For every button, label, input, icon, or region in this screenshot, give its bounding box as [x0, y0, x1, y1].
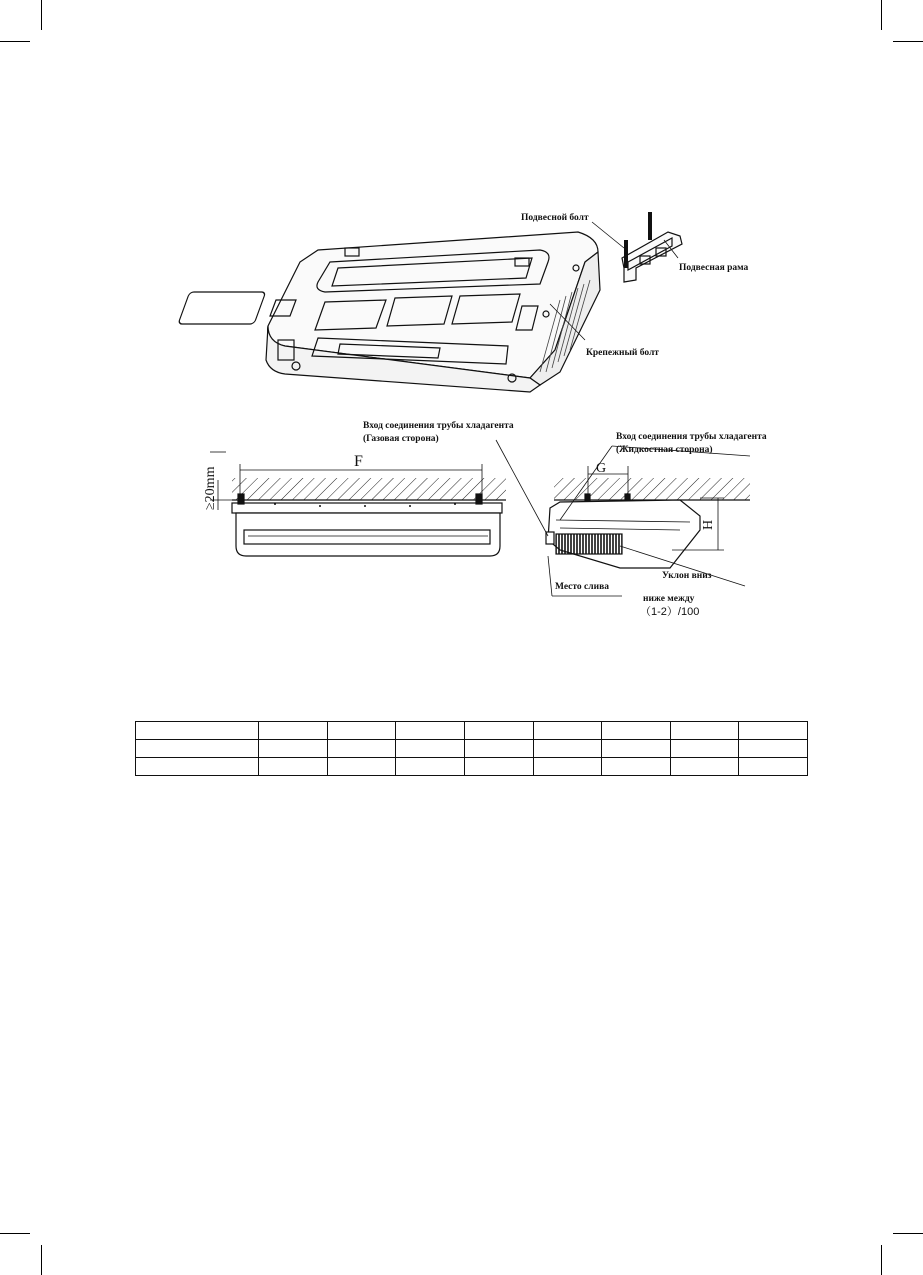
- table-cell: [327, 722, 396, 740]
- table-cell: [739, 758, 808, 776]
- table-cell: [533, 722, 602, 740]
- table-cell: [259, 722, 328, 740]
- dimension-table: [135, 721, 808, 776]
- table-cell: [739, 740, 808, 758]
- table-cell: [396, 740, 465, 758]
- table-cell: [533, 758, 602, 776]
- label-gas-inlet-1: Вход соединения трубы хладагента: [363, 421, 514, 431]
- dimension-f: F: [354, 453, 363, 470]
- table-cell: [464, 740, 533, 758]
- label-slope-ratio: （1-2）/100: [640, 606, 700, 618]
- label-suspension-frame: Подвесная рама: [679, 263, 749, 273]
- suspension-frame-detail: [622, 212, 682, 282]
- label-gas-inlet-2: (Газовая сторона): [363, 434, 439, 444]
- table-cell: [602, 758, 671, 776]
- table-row: [136, 758, 808, 776]
- table-row: [136, 722, 808, 740]
- label-lower-between: ниже между: [643, 594, 695, 604]
- table-cell: [670, 722, 739, 740]
- table-cell: [670, 758, 739, 776]
- label-fixing-bolt: Крепежный болт: [586, 348, 659, 358]
- table-cell: [602, 740, 671, 758]
- table-cell: [670, 740, 739, 758]
- dimension-h: H: [701, 519, 716, 530]
- table-cell: [136, 722, 259, 740]
- label-suspension-bolt: Подвесной болт: [521, 213, 589, 223]
- table-cell: [136, 740, 259, 758]
- table-cell: [396, 722, 465, 740]
- unit-isometric: [178, 232, 600, 392]
- table-cell: [327, 758, 396, 776]
- label-liquid-inlet-1: Вход соединения трубы хладагента: [616, 432, 767, 442]
- table-cell: [327, 740, 396, 758]
- label-slope-down: Уклон вниз: [662, 571, 712, 581]
- table-row: [136, 740, 808, 758]
- dimension-g: G: [596, 461, 607, 476]
- table-cell: [259, 740, 328, 758]
- table-cell: [136, 758, 259, 776]
- table-cell: [464, 722, 533, 740]
- table-cell: [739, 722, 808, 740]
- dimension-clearance: ≥20mm: [203, 466, 218, 510]
- label-liquid-inlet-2: (Жидкостная сторона): [616, 445, 713, 455]
- table-cell: [259, 758, 328, 776]
- label-drain-place: Место слива: [555, 582, 609, 592]
- table-cell: [396, 758, 465, 776]
- table-cell: [533, 740, 602, 758]
- table-cell: [464, 758, 533, 776]
- side-view: [546, 466, 750, 568]
- table-cell: [602, 722, 671, 740]
